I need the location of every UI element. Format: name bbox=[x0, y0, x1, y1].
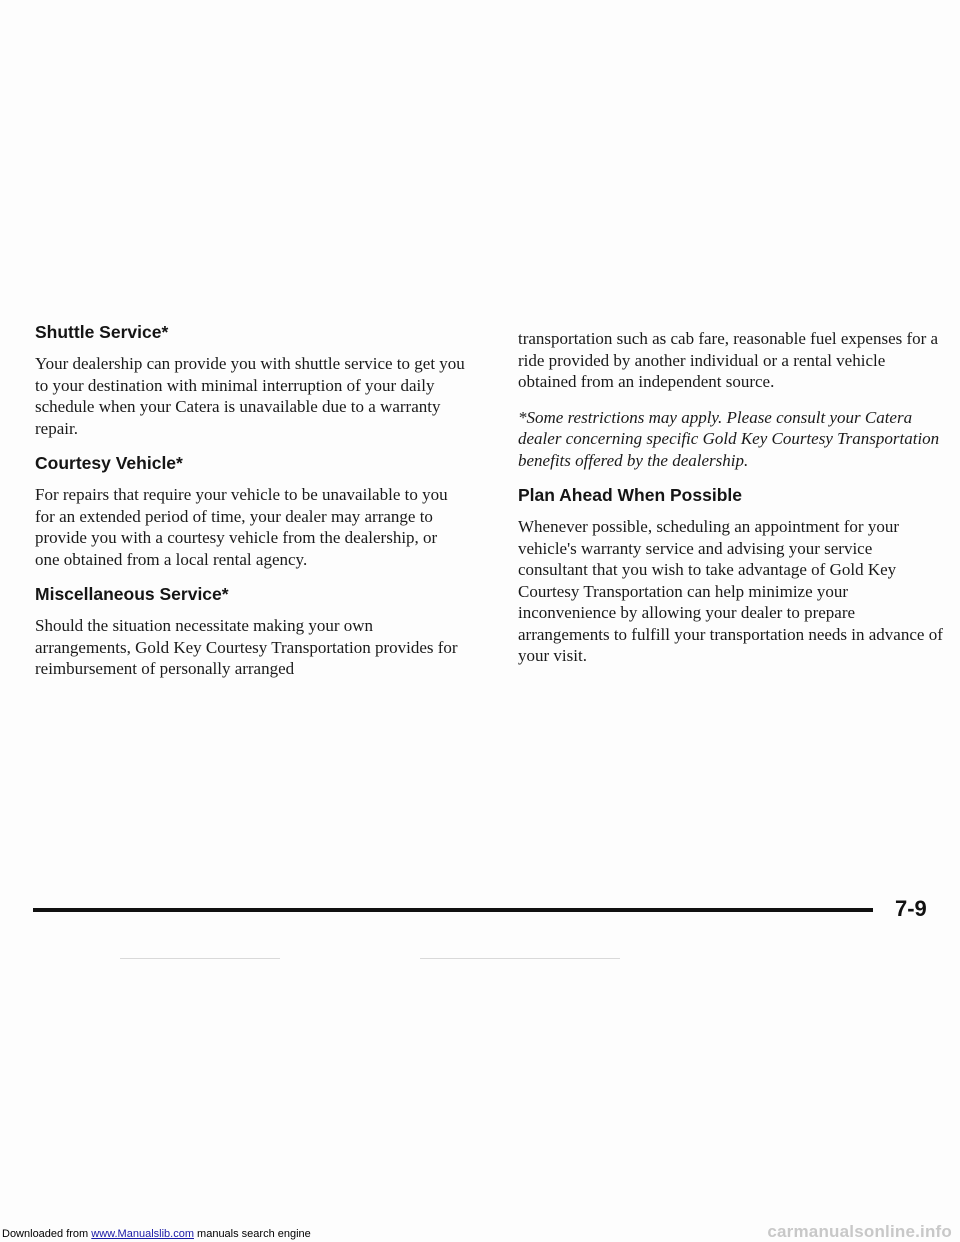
download-footer bbox=[2, 1228, 311, 1240]
right-column bbox=[518, 328, 943, 681]
page-divider-rule bbox=[33, 908, 873, 912]
restrictions-footnote: *Some restrictions may apply. Please consult your Catera dealer concerning specific Gold Key Courtesy Transportation benefits offered by the dealership. bbox=[518, 407, 940, 470]
scan-artifact-line bbox=[120, 958, 280, 959]
miscellaneous-service-body: Should the situation necessitate making your own arrangements, Gold Key Courtesy Transportation provides for reimbursement of personally arranged bbox=[35, 616, 458, 678]
miscellaneous-service-section bbox=[35, 584, 465, 680]
miscellaneous-service-heading: Miscellaneous Service* bbox=[35, 584, 229, 604]
page-number: 7-9 bbox=[895, 896, 927, 921]
shuttle-service-section bbox=[35, 322, 465, 439]
courtesy-vehicle-section bbox=[35, 453, 465, 570]
footer-suffix: manuals search engine bbox=[193, 1228, 311, 1240]
continuation-paragraph: transportation such as cab fare, reasonable fuel expenses for a ride provided by another individual or a rental vehicle obtained from an independent source. bbox=[518, 329, 939, 391]
site-watermark: carmanualsonline.info bbox=[767, 1222, 952, 1241]
courtesy-vehicle-body: For repairs that require your vehicle to be unavailable to you for an extended period of time, your dealer may arrange to provide you with a courtesy vehicle from the dealership, or one obtained from a local rental agency. bbox=[35, 485, 448, 569]
footer-prefix: Downloaded from bbox=[2, 1228, 92, 1240]
shuttle-service-heading: Shuttle Service* bbox=[35, 322, 169, 342]
left-column bbox=[35, 322, 465, 694]
manualslib-link[interactable]: www.Manualslib.com bbox=[91, 1228, 194, 1240]
scan-artifact-line bbox=[420, 958, 620, 959]
plan-ahead-heading: Plan Ahead When Possible bbox=[518, 485, 742, 505]
shuttle-service-body: Your dealership can provide you with shuttle service to get you to your destination with minimal interruption of your daily schedule when your Catera is unavailable due to a warranty repair. bbox=[35, 354, 465, 438]
plan-ahead-body: Whenever possible, scheduling an appointment for your vehicle's warranty service and advising your service consultant that you wish to take advantage of Gold Key Courtesy Transportation can help minimize your inconvenience by allowing your dealer to prepare arrangements to fulfill your transportation needs in advance of your visit. bbox=[518, 517, 943, 665]
courtesy-vehicle-heading: Courtesy Vehicle* bbox=[35, 453, 183, 473]
plan-ahead-section bbox=[518, 485, 943, 667]
